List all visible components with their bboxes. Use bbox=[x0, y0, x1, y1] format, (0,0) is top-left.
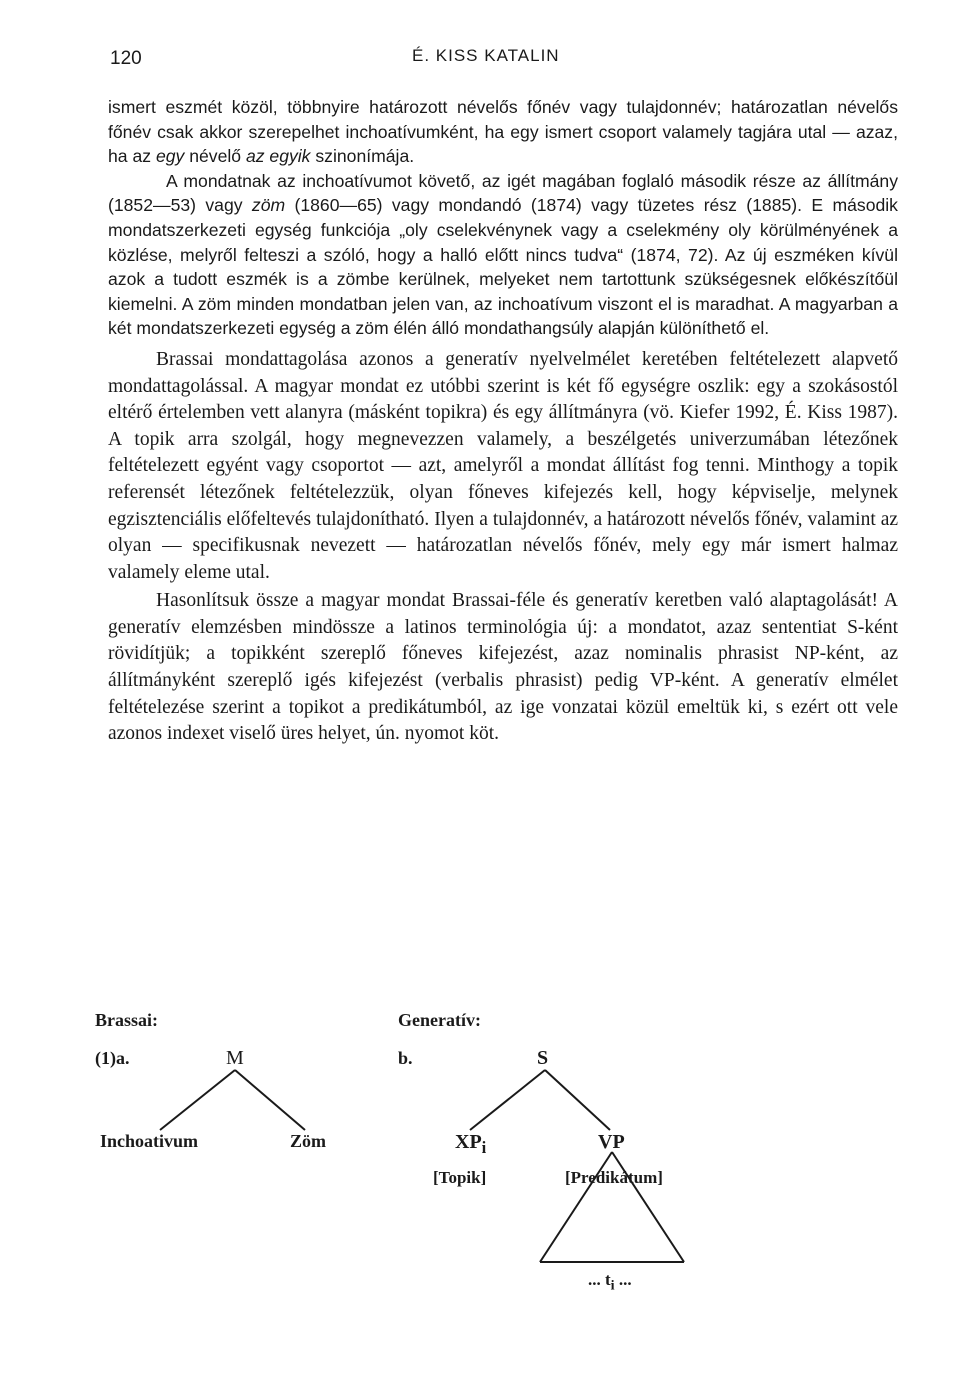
page-number: 120 bbox=[110, 48, 142, 69]
p1-text-a: ismert eszmét közöl, többnyire határozott névelős főnév vagy tulajdonnév; határozatlan névelős főnév csak akkor szerepelhet inchoatívumként, ha egy ismert csoport valamely tagjára utal — azaz, ha az bbox=[108, 97, 898, 167]
p2-text-a: A mondatnak az inchoatívumot követő, az igét magában foglaló második része az állítmány (1852—53) vagy bbox=[108, 170, 898, 216]
body-text bbox=[108, 95, 898, 748]
paragraph-1 bbox=[108, 95, 898, 169]
trace-index: i bbox=[610, 1277, 615, 1294]
generativ-label: Generatív: bbox=[398, 1010, 481, 1030]
paragraph-3 bbox=[108, 347, 898, 586]
tree-b-left-child bbox=[455, 1131, 486, 1158]
tree-a-edge-left bbox=[160, 1070, 235, 1130]
p2-italic-zom: zöm bbox=[251, 195, 286, 216]
tree-b-right-child: VP bbox=[598, 1131, 625, 1153]
xp-label: XP bbox=[455, 1131, 482, 1153]
brassai-label: Brassai: bbox=[95, 1010, 158, 1030]
topik-annotation: [Topik] bbox=[433, 1168, 487, 1187]
trace bbox=[588, 1270, 632, 1294]
xp-index: i bbox=[481, 1138, 487, 1157]
p3-text: Brassai mondattagolása azonos a generatív nyelvelmélet keretében feltételezett alapvető mondattagolással. A magyar mondat ez utóbbi szerint is két fő egységre oszlik: egy a szokásostól eltérő értelemben vett alanyra (másként topikra) és egy állítmányra (vö. Kiefer 1992, É. Kiss 1987). A topik arra szolgál, hogy megnevezzen valamely, a beszélgetés univerzumában létezőnek feltételezett egyént vagy csoportot — azt, amelyről a mondat állítást fog tenni. Minthogy a topik referensét létezőnek feltételezzük, olyan főneves kifejezés kell, hogy képviselje, melynek egzisztenciális előfeltevés tulajdonítható. Ilyen a tulajdonnév, a határozott névelős főnév, valamint az olyan — specifikusnak nevezett — határozatlan névelős főnév, mely egy már ismert halmaz valamely eleme utal. bbox=[108, 348, 898, 583]
paragraph-4 bbox=[108, 588, 898, 748]
example-b-label: b. bbox=[398, 1048, 413, 1068]
example-a-label: (1)a. bbox=[95, 1048, 130, 1068]
p1-italic-az-egyik: az egyik bbox=[245, 146, 311, 167]
tree-b-edge-left bbox=[470, 1070, 545, 1130]
tree-a-root: M bbox=[226, 1047, 244, 1069]
trace-symbol: ... t bbox=[588, 1270, 611, 1289]
tree-diagrams bbox=[0, 990, 960, 1320]
tree-a-edge-right bbox=[235, 1070, 305, 1130]
tree-b-root: S bbox=[537, 1047, 549, 1069]
trace-end: ... bbox=[614, 1270, 632, 1289]
predikatum-annotation: [Predikátum] bbox=[565, 1168, 663, 1187]
p2-text-b: (1860—65) vagy mondandó (1874) vagy tüzetes rész (1885). E második mondatszerkezeti egység funkciója „oly cselekvénynek vagy a cselekmény oly körülményének a közlése, melyről felteszi a szóló, hogy a halló előtt nincs tudva“ (1874, 72). Az új eszméken kívül azok a tudott eszmék is a zömbe kerülnek, melyeket nem tartottunk szükségesnek előkészítőül kiemelni. A zöm minden mondatban jelen van, az inchoatívum viszont el is maradhat. A magyarban a két mondatszerkezeti egység a zöm élén álló mondathangsúly alapján különíthető el. bbox=[108, 195, 898, 339]
p1-text-c: szinonímája. bbox=[310, 146, 415, 167]
p1-text-b: névelő bbox=[184, 146, 246, 167]
paragraph-2 bbox=[108, 169, 898, 341]
tree-a-left-child: Inchoativum bbox=[100, 1131, 199, 1151]
p1-italic-egy: egy bbox=[155, 146, 185, 167]
page-header bbox=[0, 44, 960, 74]
tree-b-edge-right bbox=[545, 1070, 610, 1130]
running-head: É. KISS KATALIN bbox=[412, 46, 560, 65]
tree-a-right-child: Zöm bbox=[290, 1131, 326, 1151]
p4-text: Hasonlítsuk össze a magyar mondat Brassai-féle és generatív keretben való alaptagolását! A generatív elemzésben mindössze a latinos terminológia új: a mondatot, azaz sententiat S-ként rövidítjük; a topikként szereplő főneves kifejezést, azaz nominalis phrasist NP-ként, az állítmányként szereplő igés kifejezést (verbalis phrasist) pedig VP-ként. A generatív elmélet feltételezése szerint a topikot a predikátumból, az ige vonzatai közül emeltük ki, s ezért ott vele azonos indexet viselő üres helyet, ún. nyomot köt. bbox=[108, 590, 898, 745]
